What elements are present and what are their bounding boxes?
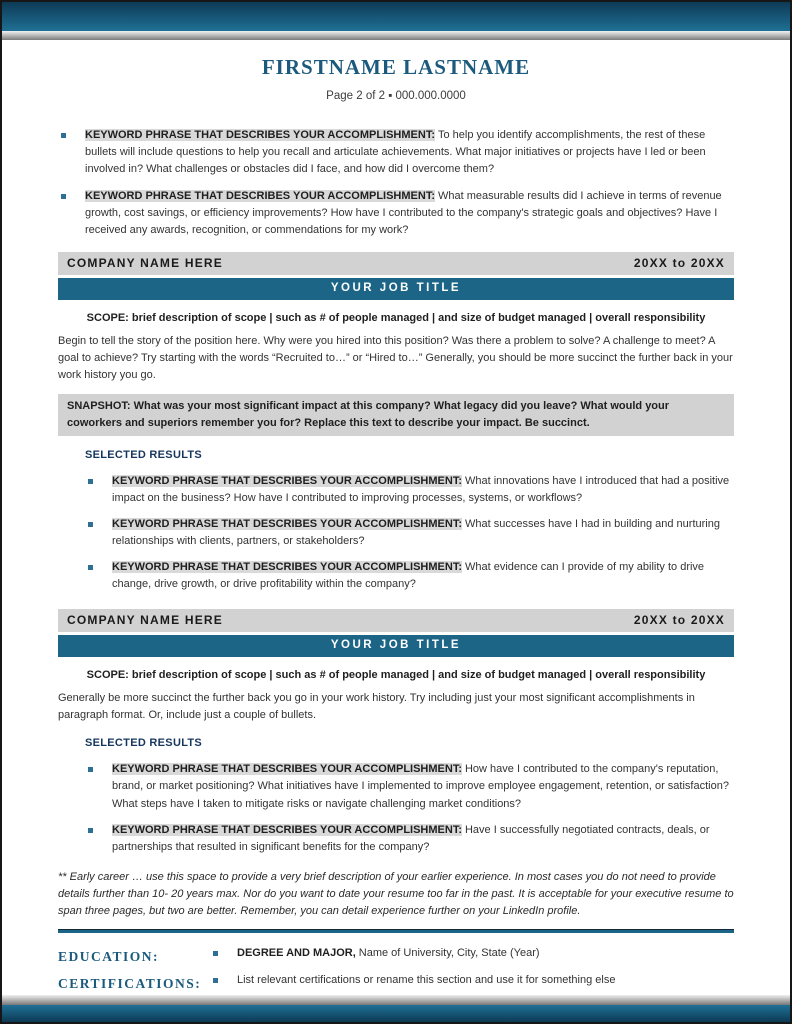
job-paragraph: Begin to tell the story of the position here. Why were you hired into this position? Was there a problem to solve? A challenge to meet? A goal to achieve? Try starting with the words “Recruited to…” or “Hired to…” Generally, you should be more succinct the further back in your work history you go.: [58, 334, 733, 381]
bullet-square-icon: [88, 479, 93, 484]
job-section-2: [58, 609, 734, 855]
certifications-label: CERTIFICATIONS:: [58, 975, 202, 991]
job-bullet-list: [85, 761, 734, 855]
job-title: YOUR JOB TITLE: [330, 281, 462, 294]
bottom-gray-stripe: [2, 995, 790, 1005]
employment-dates: 20XX to 20XX: [633, 613, 725, 628]
selected-results-heading: SELECTED RESULTS: [85, 737, 203, 750]
bullet-text: Have I successfully negotiated contracts, deals, or partnerships that resulted in significant benefits for the company?: [112, 823, 710, 853]
company-bar: [58, 609, 734, 632]
job-section-1: [58, 252, 734, 594]
intro-bullet-1: [58, 127, 734, 178]
section-divider: [58, 929, 734, 933]
bullet-text: How have I contributed to the company's reputation, brand, or market positioning? What initiatives have I implemented to improve employee engagement, retention, or satisfaction? What steps have I taken to mitigate risks or navigate challenging market conditions?: [112, 763, 729, 810]
early-career-note: ** Early career … use this space to provide a very brief description of your earlier experience. In most cases you do not need to provide details further than 10- 20 years max. Nor do you want to date your resume too far in the past. It is acceptable for your executive resume to span three pages, but two are better. Remember, you can detail experience further on your LinkedIn profile.: [58, 870, 734, 917]
bullet-text: What evidence can I provide of my ability to drive change, drive growth, or drive profitability within the company?: [112, 561, 705, 591]
keyword-phrase: KEYWORD PHRASE THAT DESCRIBES YOUR ACCOMPLISHMENT:: [112, 518, 462, 531]
bullet-square-icon: [88, 565, 93, 570]
job-paragraph: Generally be more succinct the further back you go in your work history. Try including just your most significant accomplishments in paragraph format. Or, include just a couple of bullets.: [58, 692, 695, 722]
job1-bullet-1: [85, 473, 734, 507]
company-name: COMPANY NAME HERE: [67, 613, 223, 628]
snapshot-block: SNAPSHOT: What was your most significant impact at this company? What legacy did you leave? What would your coworkers and superiors remember you for? Replace this text to describe your impact. Be succinct.: [58, 394, 734, 436]
top-gray-stripe: [2, 31, 790, 40]
job-title: YOUR JOB TITLE: [330, 639, 462, 652]
keyword-phrase: KEYWORD PHRASE THAT DESCRIBES YOUR ACCOMPLISHMENT:: [112, 763, 462, 776]
job2-bullet-1: [85, 761, 734, 812]
bullet-text: What measurable results did I achieve in terms of revenue growth, cost savings, or efficiency improvements? How have I contributed to the company's strategic goals and objectives? Have I received any awards, recognition, or commendations for my work?: [85, 189, 722, 236]
scope-line: SCOPE: brief description of scope | such as # of people managed | and size of budget managed | overall responsibility: [86, 311, 706, 324]
employment-dates: 20XX to 20XX: [633, 255, 725, 270]
bullet-square-icon: [88, 767, 93, 772]
keyword-phrase: KEYWORD PHRASE THAT DESCRIBES YOUR ACCOMPLISHMENT:: [112, 561, 462, 574]
top-teal-band: [2, 2, 790, 31]
job1-bullet-2: [85, 516, 734, 550]
job-title-bar: [58, 635, 734, 657]
bullet-square-icon: [61, 194, 66, 199]
bullet-text: What innovations have I introduced that had a positive impact on the business? How have I contributed to improving processes, systems, or workflows?: [112, 474, 730, 505]
degree-and-major: DEGREE AND MAJOR,: [237, 946, 356, 959]
job1-bullet-3: [85, 559, 734, 593]
keyword-phrase: KEYWORD PHRASE THAT DESCRIBES YOUR ACCOMPLISHMENT:: [112, 474, 462, 487]
bullet-text: What successes have I had in building and nurturing relationships with clients, partners, or stakeholders?: [112, 518, 720, 548]
education-text: Name of University, City, State (Year): [358, 946, 540, 959]
certifications-bullet: [210, 972, 734, 989]
intro-bullet-list: [58, 127, 734, 238]
job-title-bar: [58, 278, 734, 300]
education-label: EDUCATION:: [58, 948, 160, 964]
bottom-teal-band: [2, 1005, 790, 1022]
bullet-square-icon: [61, 133, 66, 138]
page-number-phone: Page 2 of 2 ▪ 000.000.0000: [326, 89, 466, 102]
keyword-phrase: KEYWORD PHRASE THAT DESCRIBES YOUR ACCOMPLISHMENT:: [85, 189, 435, 202]
candidate-name: FIRSTNAME LASTNAME: [261, 55, 531, 79]
education-item: [210, 945, 734, 963]
certifications-text: List relevant certifications or rename this section and use it for something else: [237, 973, 616, 986]
bullet-square-icon: [213, 978, 218, 983]
certifications-item: [210, 972, 734, 990]
intro-bullet-2: [58, 188, 734, 239]
company-name: COMPANY NAME HERE: [67, 255, 223, 270]
job2-bullet-2: [85, 822, 734, 856]
education-bullet: [210, 945, 734, 962]
bullet-square-icon: [213, 951, 218, 956]
scope-line: SCOPE: brief description of scope | such as # of people managed | and size of budget managed | overall responsibility: [86, 669, 706, 682]
company-bar: [58, 252, 734, 275]
selected-results-heading: SELECTED RESULTS: [85, 448, 203, 461]
job-bullet-list: [85, 473, 734, 593]
bullet-square-icon: [88, 522, 93, 527]
page-header: [58, 40, 734, 105]
bullet-square-icon: [88, 828, 93, 833]
page-content: [2, 40, 790, 1024]
keyword-phrase: KEYWORD PHRASE THAT DESCRIBES YOUR ACCOMPLISHMENT:: [112, 823, 462, 836]
bullet-text: To help you identify accomplishments, the rest of these bullets will include questions to help you recall and articulate achievements. What major initiatives or projects have I led or been involved in? What challenges or obstacles did I face, and how did I overcome them?: [85, 129, 706, 176]
keyword-phrase: KEYWORD PHRASE THAT DESCRIBES YOUR ACCOMPLISHMENT:: [85, 129, 435, 142]
